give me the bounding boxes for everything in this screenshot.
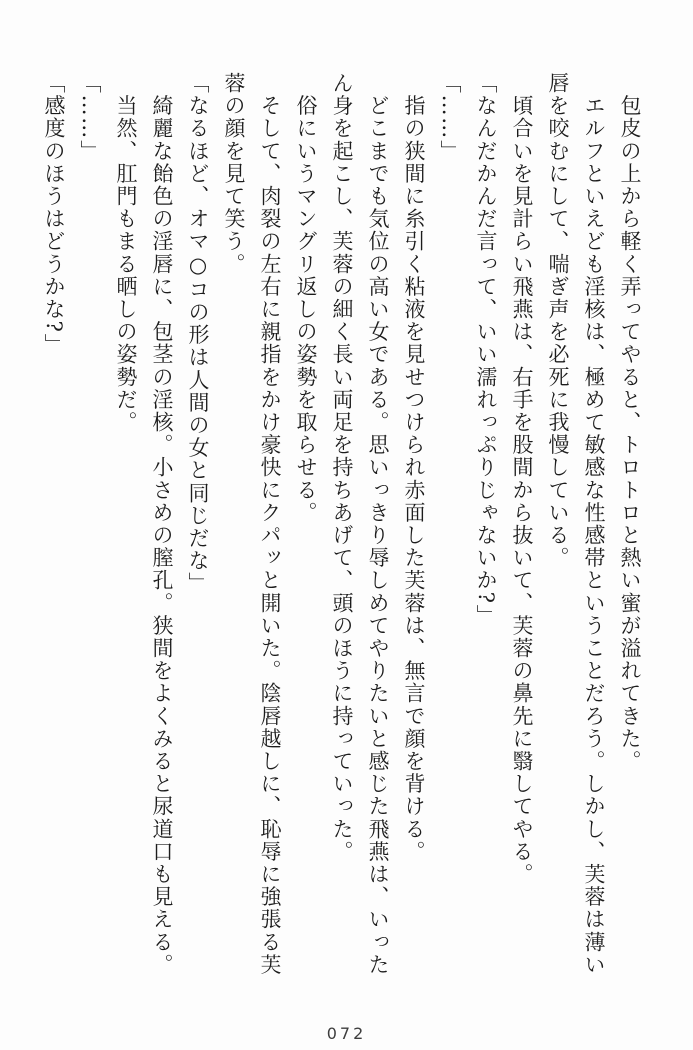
text-column-dialogue: 「なるほど、オマ○コの形は人間の女と同じだな」: [186, 72, 210, 595]
text-column: 指の狭間に糸引く粘液を見せつけられ赤面した芙蓉は、無言で顔を背ける。: [402, 72, 426, 863]
text-column-dialogue: 「……」: [438, 72, 462, 163]
text-column: 綺麗な飴色の淫唇に、包茎の淫核。小さめの膣孔。狭間をよくみると尿道口も見える。: [150, 72, 174, 976]
text-column: 頃合いを見計らい飛燕は、右手を股間から抜いて、芙蓉の鼻先に翳してやる。: [510, 72, 534, 886]
text-column-dialogue: 「なんだかんだ言って、いい濡れっぷりじゃないか?」: [474, 72, 498, 628]
text-column-dialogue: 「……」: [78, 72, 102, 163]
text-column: どこまでも気位の高い女である。思いっきり辱しめてやりたいと感じた飛燕は、いった: [366, 72, 390, 976]
text-column: 蓉の顔を見て笑う。: [222, 72, 246, 276]
text-column: そして、肉裂の左右に親指をかけ豪快にクパッと開いた。陰唇越しに、恥辱に強張る芙: [258, 72, 282, 976]
text-column: 当然、肛門もまる晒しの姿勢だ。: [114, 72, 138, 434]
text-column: 俗にいうマングリ返しの姿勢を取らせる。: [294, 72, 318, 524]
novel-text-block: [34, 72, 648, 986]
text-column: 唇を咬むにして、喘ぎ声を必死に我慢している。: [546, 72, 570, 570]
text-column: 包皮の上から軽く弄ってやると、トロトロと熱い蜜が溢れてきた。: [618, 72, 642, 773]
text-column: エルフといえども淫核は、極めて敏感な性感帯ということだろう。しかし、芙蓉は薄い: [582, 72, 606, 976]
text-column-dialogue: 「感度のほうはどうかな?」: [42, 72, 66, 357]
page-number: 072: [326, 1024, 367, 1043]
text-column: ん身を起こし、芙蓉の細く長い両足を持ちあげて、頭のほうに持っていった。: [330, 72, 354, 863]
